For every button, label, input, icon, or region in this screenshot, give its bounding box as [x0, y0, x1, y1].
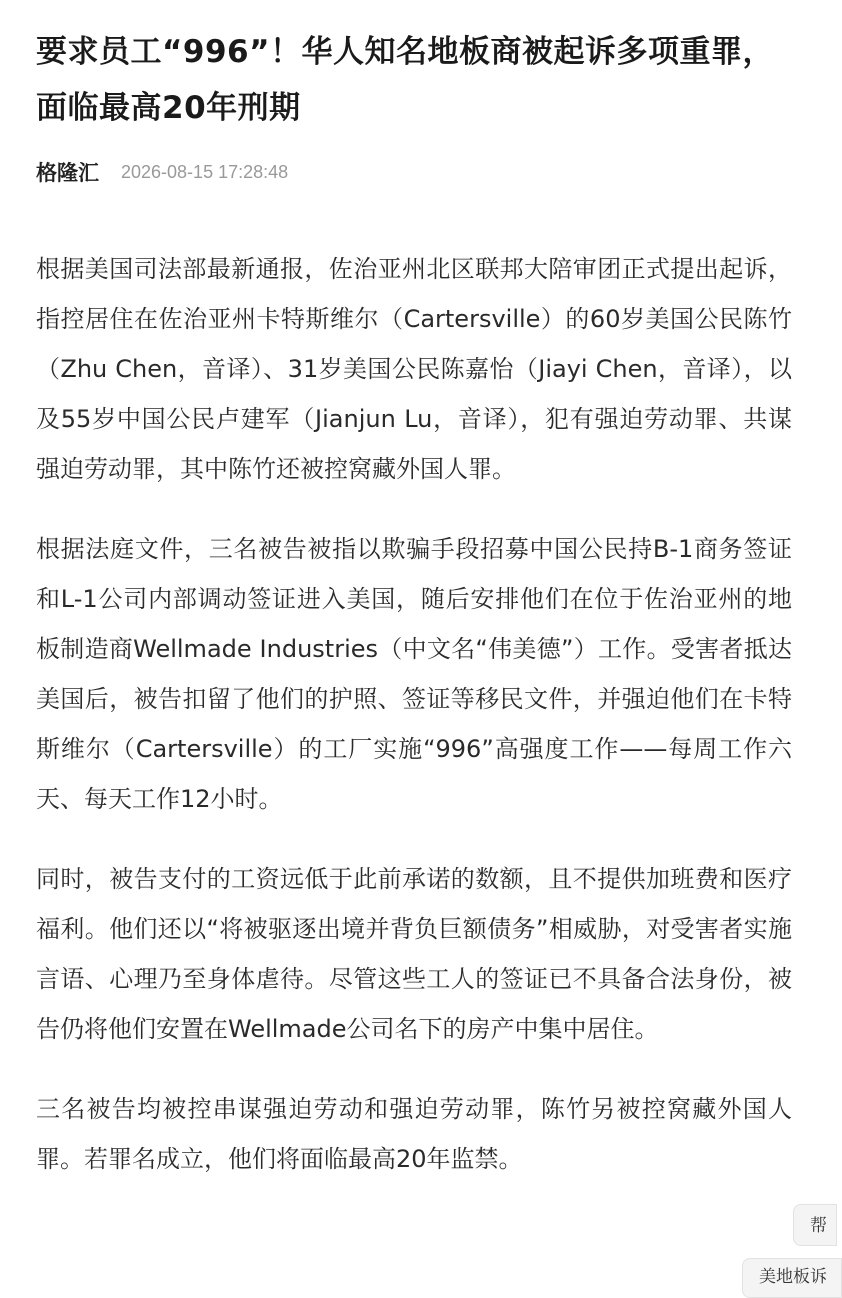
paragraph: 三名被告均被控串谋强迫劳动和强迫劳动罪，陈竹另被控窝藏外国人罪。若罪名成立，他们将面临最高20年监禁。 — [36, 1095, 792, 1173]
paragraph: 同时，被告支付的工资远低于此前承诺的数额，且不提供加班费和医疗福利。他们还以“将被驱逐出境并背负巨额债务”相威胁，对受害者实施言语、心理乃至身体虐待。尽管这些工人的签证已不具备合法身份，被告仍将他们安置在Wellmade公司名下的房产中集中居住。 — [36, 865, 792, 1043]
paragraph: 根据美国司法部最新通报，佐治亚州北区联邦大陪审团正式提出起诉，指控居住在佐治亚州卡特斯维尔（Cartersville）的60岁美国公民陈竹（Zhu Chen，音译）、31岁美国公民陈嘉怡（Jiayi Chen，音译），以及55岁中国公民卢建军（Jianjun Lu，音译），犯有强迫劳动罪、共谋强迫劳动罪，其中陈竹还被控窝藏外国人罪。 — [36, 255, 792, 483]
help-float-button[interactable]: 帮 — [793, 1204, 837, 1246]
publish-time: 2026-08-15 17:28:48 — [121, 161, 289, 182]
article-title: 要求员工“996”！华人知名地板商被起诉多项重罪，面临最高20年刑期 — [36, 34, 774, 126]
related-float-button[interactable]: 美地板诉 — [742, 1258, 842, 1298]
article-meta — [36, 154, 792, 190]
article — [36, 24, 792, 1214]
article-body — [36, 244, 792, 1184]
paragraph: 根据法庭文件，三名被告被指以欺骗手段招募中国公民持B-1商务签证和L-1公司内部调动签证进入美国，随后安排他们在位于佐治亚州的地板制造商Wellmade Industries（中文名“伟美德”）工作。受害者抵达美国后，被告扣留了他们的护照、签证等移民文件，并强迫他们在卡特斯维尔（Cartersville）的工厂实施“996”高强度工作——每周工作六天、每天工作12小时。 — [36, 535, 792, 813]
source-name[interactable]: 格隆汇 — [36, 161, 99, 185]
